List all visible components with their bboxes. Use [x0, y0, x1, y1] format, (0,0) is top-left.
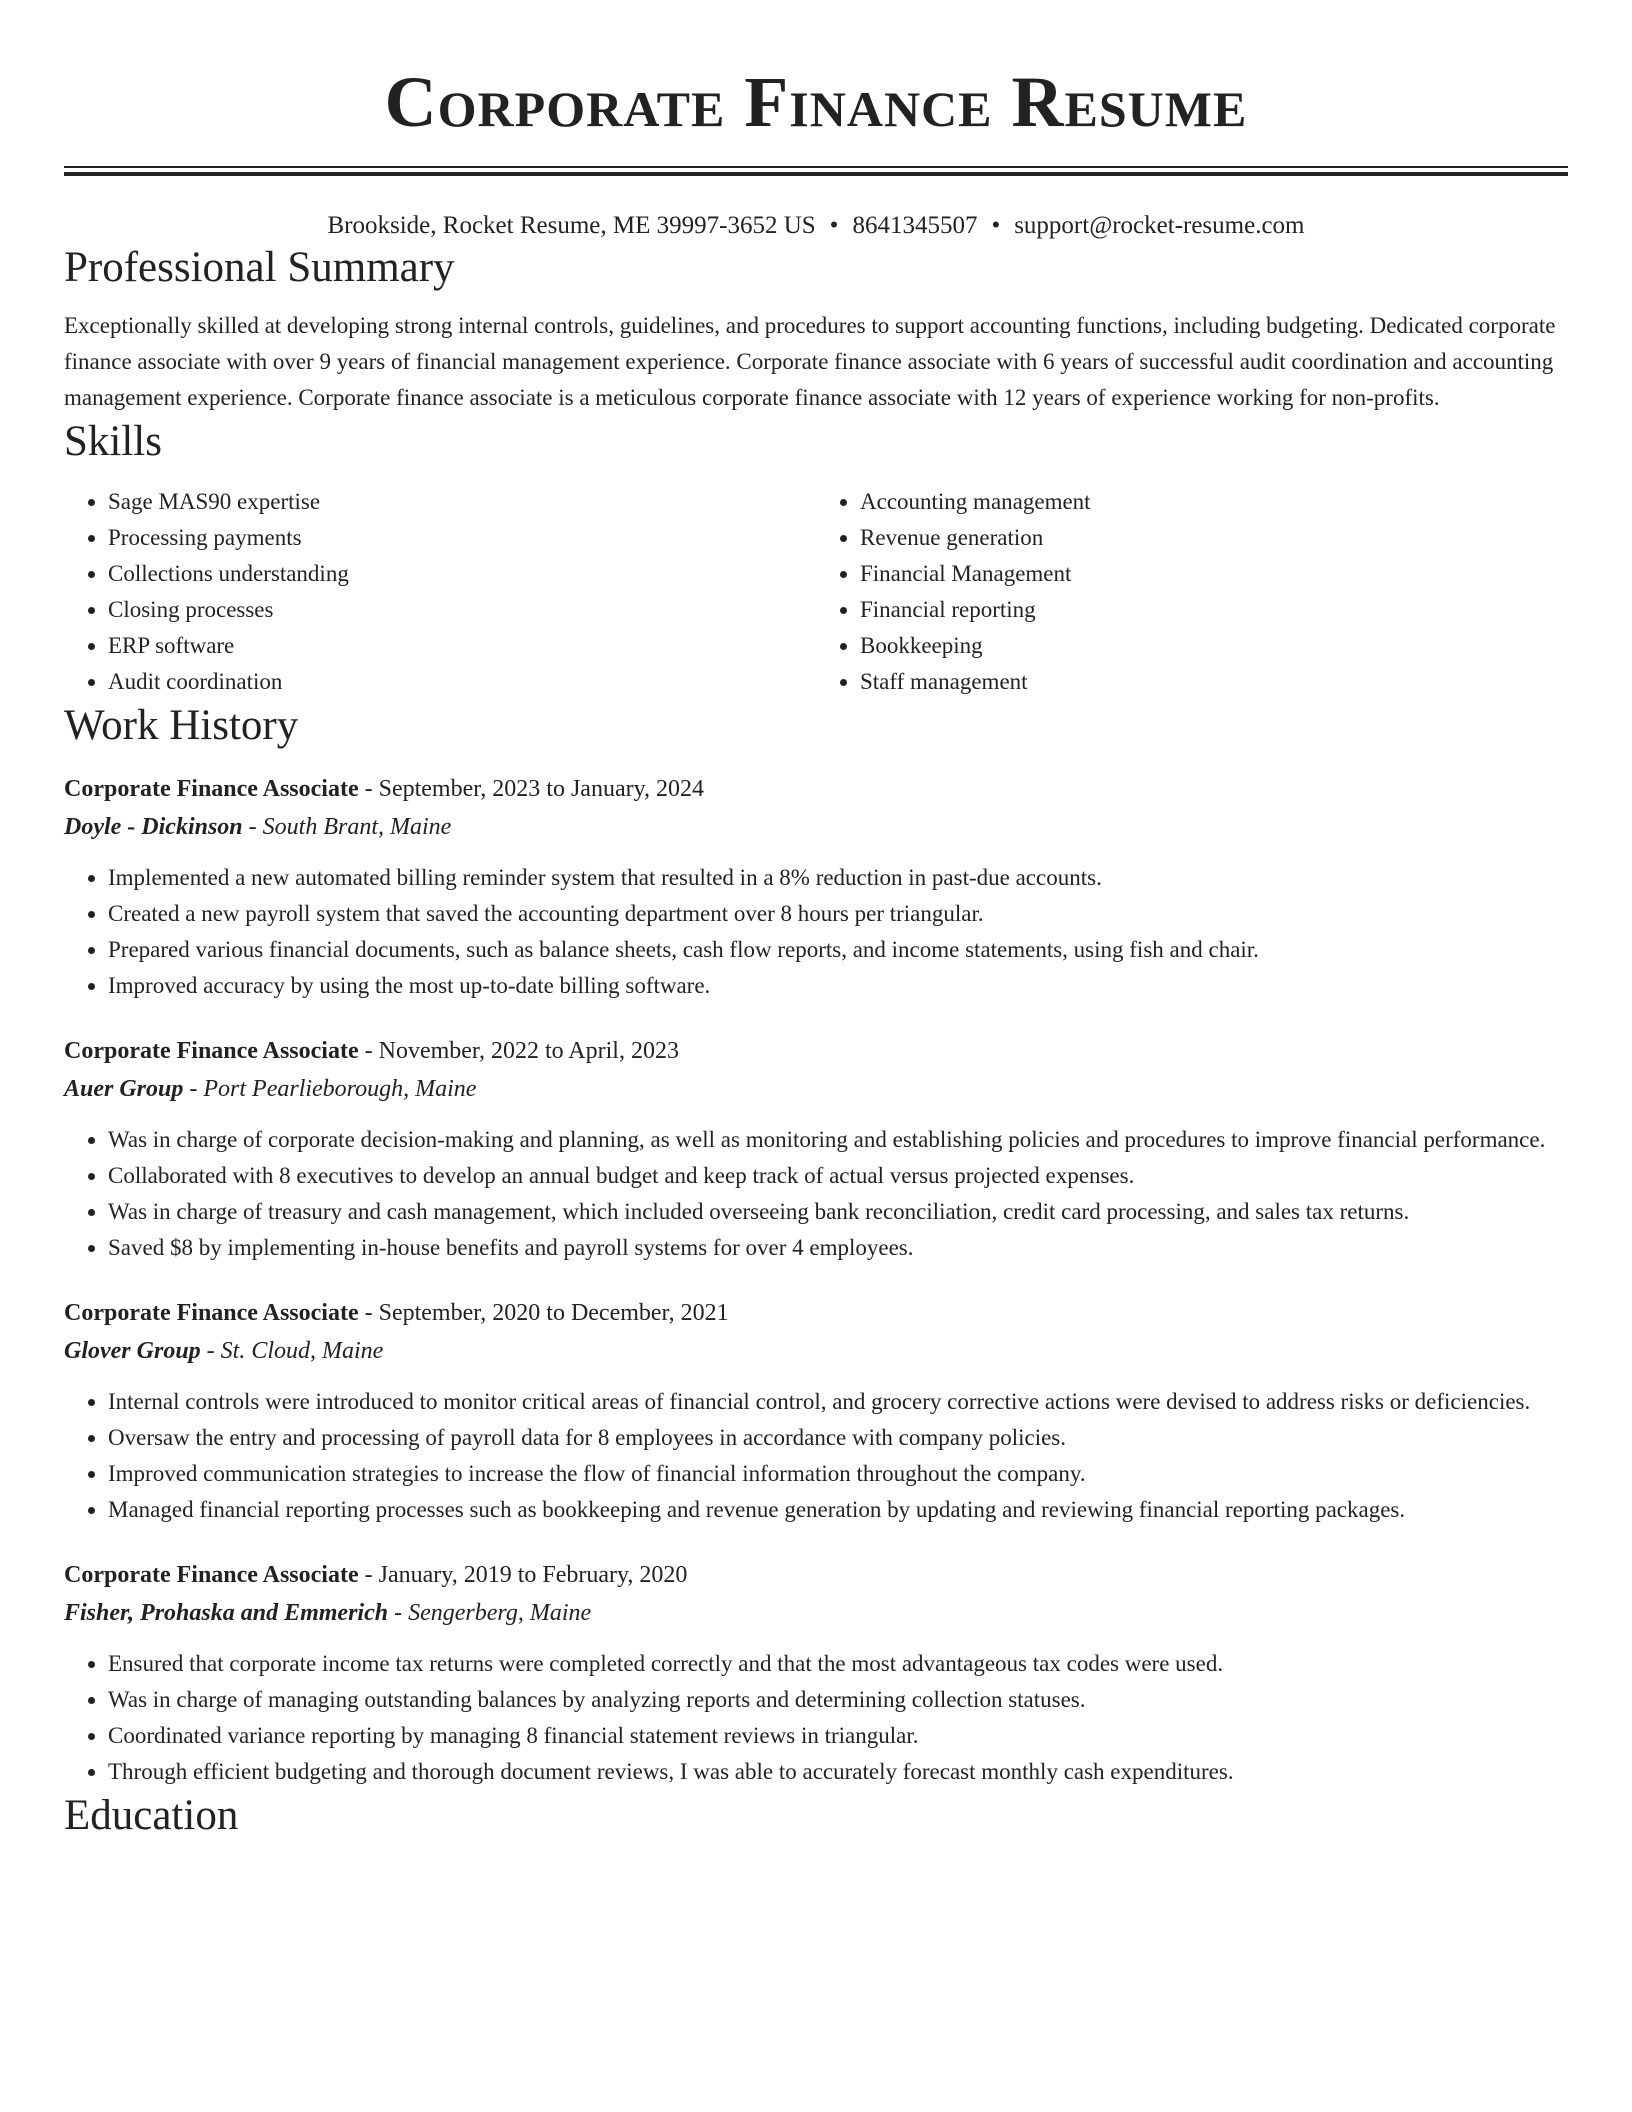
contact-phone: 8641345507: [852, 212, 978, 239]
job-dates: January, 2019 to February, 2020: [378, 1562, 688, 1588]
job-bullet: • Ensured that corporate income tax returns were completed correctly and that the most advantageous tax codes were used.: [108, 1646, 1568, 1682]
contact-separator: •: [829, 212, 839, 239]
job-bullet: • Improved communication strategies to increase the flow of financial information throughout the company.: [108, 1456, 1568, 1492]
job-header: Corporate Finance Associate - January, 2019 to February, 2020: [64, 1562, 688, 1588]
work-history-heading: Work History: [64, 702, 299, 749]
job-bullet: • Oversaw the entry and processing of payroll data for 8 employees in accordance with company policies.: [108, 1420, 1568, 1456]
job-location: Sengerberg, Maine: [408, 1600, 592, 1626]
job-company: Auer Group: [64, 1076, 184, 1102]
contact-address: Brookside, Rocket Resume, ME 39997-3652 US: [327, 212, 816, 239]
job-bullets: [64, 1384, 1568, 1528]
skill-item: • Revenue generation: [860, 520, 1568, 556]
job-company: Fisher, Prohaska and Emmerich: [64, 1600, 389, 1626]
job-bullet: • Implemented a new automated billing reminder system that resulted in a 8% reduction in past-due accounts.: [108, 860, 1568, 896]
skill-item: • Closing processes: [108, 592, 816, 628]
job-bullet: • Coordinated variance reporting by managing 8 financial statement reviews in triangular.: [108, 1718, 1568, 1754]
job-bullet: • Was in charge of corporate decision-making and planning, as well as monitoring and establishing policies and procedures to improve financial performance.: [108, 1122, 1568, 1158]
job-title: Corporate Finance Associate: [64, 1038, 359, 1064]
job-entry: [64, 1556, 1568, 1790]
skill-item: • Staff management: [860, 664, 1568, 700]
job-location: South Brant, Maine: [262, 814, 452, 840]
skill-item: • ERP software: [108, 628, 816, 664]
job-entry: [64, 770, 1568, 1004]
job-bullet: • Was in charge of treasury and cash management, which included overseeing bank reconciliation, credit card processing, and sales tax returns.: [108, 1194, 1568, 1230]
job-bullet: • Saved $8 by implementing in-house benefits and payroll systems for over 4 employees.: [108, 1230, 1568, 1266]
skill-item: • Audit coordination: [108, 664, 816, 700]
job-bullet: • Collaborated with 8 executives to develop an annual budget and keep track of actual versus projected expenses.: [108, 1158, 1568, 1194]
job-company: Doyle - Dickinson: [64, 814, 243, 840]
job-bullet: • Through efficient budgeting and thorough document reviews, I was able to accurately forecast monthly cash expenditures.: [108, 1754, 1568, 1790]
skill-item: • Processing payments: [108, 520, 816, 556]
skills-columns: [64, 484, 1568, 700]
job-company-line: Fisher, Prohaska and Emmerich - Sengerberg, Maine: [64, 1600, 592, 1626]
job-company: Glover Group: [64, 1338, 201, 1364]
contact-separator: •: [991, 212, 1001, 239]
education-heading: Education: [64, 1792, 239, 1839]
contact-line: [64, 210, 1568, 242]
skills-list-left: [64, 484, 816, 700]
skills-heading: Skills: [64, 418, 162, 465]
skill-item: • Collections understanding: [108, 556, 816, 592]
skill-item: • Bookkeeping: [860, 628, 1568, 664]
job-bullet: • Managed financial reporting processes such as bookkeeping and revenue generation by updating and reviewing financial reporting packages.: [108, 1492, 1568, 1528]
skill-item: • Financial Management: [860, 556, 1568, 592]
job-header: Corporate Finance Associate - November, 2022 to April, 2023: [64, 1038, 679, 1064]
summary-heading: Professional Summary: [64, 244, 455, 291]
job-bullet: • Prepared various financial documents, such as balance sheets, cash flow reports, and income statements, using fish and chair.: [108, 932, 1568, 968]
job-company-line: Auer Group - Port Pearlieborough, Maine: [64, 1076, 477, 1102]
job-location: Port Pearlieborough, Maine: [203, 1076, 477, 1102]
job-title: Corporate Finance Associate: [64, 1300, 359, 1326]
job-dates: November, 2022 to April, 2023: [378, 1038, 679, 1064]
job-bullets: [64, 1122, 1568, 1266]
job-entry: [64, 1032, 1568, 1266]
job-bullet: • Was in charge of managing outstanding balances by analyzing reports and determining collection statuses.: [108, 1682, 1568, 1718]
job-bullet: • Internal controls were introduced to monitor critical areas of financial control, and grocery corrective actions were devised to address risks or deficiencies.: [108, 1384, 1568, 1420]
skills-list-right: [816, 484, 1568, 700]
job-company-line: Doyle - Dickinson - South Brant, Maine: [64, 814, 452, 840]
job-dates: September, 2020 to December, 2021: [378, 1300, 729, 1326]
job-bullets: [64, 860, 1568, 1004]
skill-item: • Sage MAS90 expertise: [108, 484, 816, 520]
job-header: Corporate Finance Associate - September, 2020 to December, 2021: [64, 1300, 729, 1326]
skill-item: • Financial reporting: [860, 592, 1568, 628]
job-entry: [64, 1294, 1568, 1528]
resume-title: Corporate Finance Resume: [384, 62, 1248, 142]
job-bullet: • Improved accuracy by using the most up-to-date billing software.: [108, 968, 1568, 1004]
job-bullets: [64, 1646, 1568, 1790]
job-title: Corporate Finance Associate: [64, 1562, 359, 1588]
job-dates: September, 2023 to January, 2024: [378, 776, 705, 802]
skill-item: • Accounting management: [860, 484, 1568, 520]
contact-email: support@rocket-resume.com: [1014, 212, 1305, 239]
job-bullet: • Created a new payroll system that saved the accounting department over 8 hours per triangular.: [108, 896, 1568, 932]
job-location: St. Cloud, Maine: [220, 1338, 384, 1364]
job-company-line: Glover Group - St. Cloud, Maine: [64, 1338, 384, 1364]
summary-text: Exceptionally skilled at developing strong internal controls, guidelines, and procedures to support accounting functions, including budgeting. Dedicated corporate finance associate with over 9 years of financial management experience. Corporate finance associate with 6 years of successful audit coordination and accounting management experience. Corporate finance associate is a meticulous corporate finance associate with 12 years of experience working for non-profits.: [64, 313, 1556, 410]
job-title: Corporate Finance Associate: [64, 776, 359, 802]
title-divider: [64, 166, 1568, 176]
job-header: Corporate Finance Associate - September, 2023 to January, 2024: [64, 776, 705, 802]
